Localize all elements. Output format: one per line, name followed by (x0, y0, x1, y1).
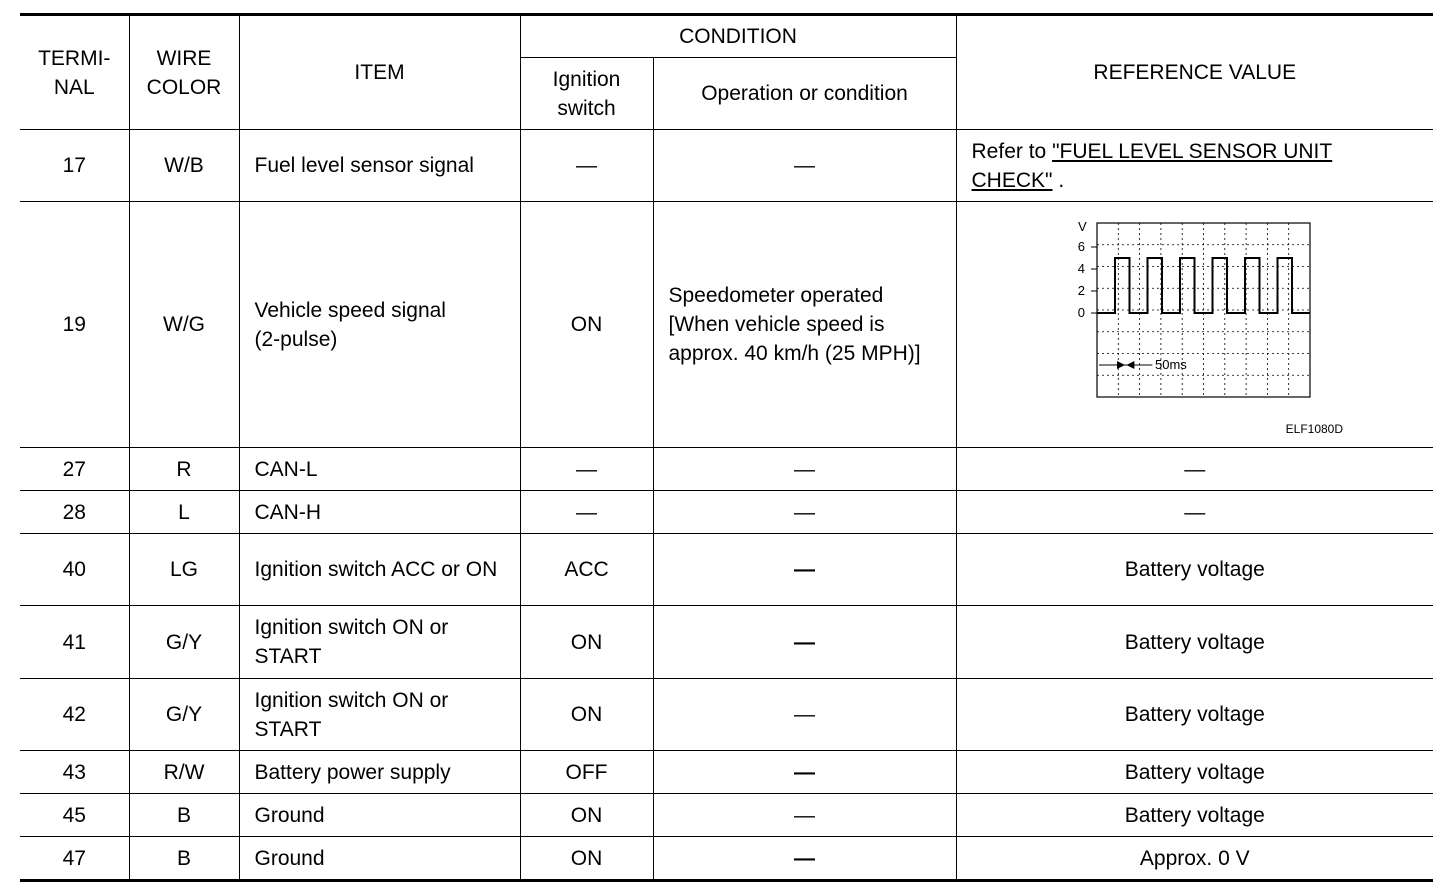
y-tick-6: 6 (1077, 238, 1085, 254)
cell-terminal: 41 (20, 606, 129, 679)
cell-wire-color: L (129, 491, 239, 534)
cell-ignition: ON (520, 202, 653, 448)
item-line1: Vehicle speed signal (254, 298, 446, 322)
cell-reference (956, 130, 1433, 202)
header-condition: CONDITION (520, 15, 956, 58)
item-line2: (2-pulse) (254, 327, 338, 351)
cell-reference-waveform (956, 202, 1433, 448)
cell-operation: — (653, 794, 956, 837)
header-ignition-line1: Ignition (552, 67, 621, 91)
cell-operation: Speedometer operated [When vehicle speed is approx. 40 km/h (25 MPH)] (653, 202, 956, 448)
table-row (20, 534, 1433, 606)
cell-ignition: — (520, 448, 653, 491)
cell-wire-color: W/B (129, 130, 239, 202)
cell-wire-color: R/W (129, 751, 239, 794)
cell-item: Battery power supply (239, 751, 520, 794)
cell-item: Ignition switch ON or START (239, 679, 520, 751)
cell-wire-color: R (129, 448, 239, 491)
cell-terminal: 42 (20, 679, 129, 751)
cell-ignition: ON (520, 606, 653, 679)
y-tick-2: 2 (1077, 282, 1085, 298)
cell-ignition: — (520, 491, 653, 534)
terminal-reference-table (20, 13, 1433, 882)
time-scale-label: 50ms (1154, 356, 1187, 372)
cell-reference: Battery voltage (956, 751, 1433, 794)
time-marker-arrow-right (1117, 361, 1125, 369)
header-ignition-line2: switch (557, 96, 616, 120)
header-reference-value: REFERENCE VALUE (956, 15, 1433, 130)
header-operation: Operation or condition (653, 58, 956, 130)
header-row-1 (20, 15, 1433, 58)
header-ignition-switch (520, 58, 653, 130)
cell-terminal: 27 (20, 448, 129, 491)
header-item: ITEM (239, 15, 520, 130)
table-row (20, 679, 1433, 751)
cell-item: Ignition switch ON or START (239, 606, 520, 679)
header-wire-color (129, 15, 239, 130)
cell-reference: Battery voltage (956, 794, 1433, 837)
waveform-figure (957, 203, 1434, 447)
table-row (20, 130, 1433, 202)
cell-wire-color: B (129, 794, 239, 837)
table-row (20, 794, 1433, 837)
cell-operation: — (653, 679, 956, 751)
figure-id: ELF1080D (1285, 421, 1344, 436)
cell-item: Ground (239, 837, 520, 881)
header-wire-line1: WIRE (156, 46, 212, 70)
cell-operation: — (653, 448, 956, 491)
cell-operation: — (653, 751, 956, 794)
y-unit-label: V (1077, 218, 1087, 234)
table-row (20, 448, 1433, 491)
cell-reference: Battery voltage (956, 679, 1433, 751)
cell-wire-color: G/Y (129, 606, 239, 679)
cell-operation: — (653, 837, 956, 881)
y-tick-0: 0 (1077, 304, 1085, 320)
cell-reference: Battery voltage (956, 606, 1433, 679)
cell-ignition: OFF (520, 751, 653, 794)
waveform-svg (957, 203, 1433, 447)
header-terminal-line1: TERMI- (38, 46, 111, 70)
cell-operation: — (653, 606, 956, 679)
cell-operation: — (653, 130, 956, 202)
cell-terminal: 28 (20, 491, 129, 534)
time-scale-marker (1099, 361, 1152, 369)
y-tick-4: 4 (1077, 260, 1085, 276)
cell-wire-color: B (129, 837, 239, 881)
cell-item: Ignition switch ACC or ON (239, 534, 520, 606)
table-row (20, 202, 1433, 448)
cell-operation: — (653, 491, 956, 534)
cell-terminal: 17 (20, 130, 129, 202)
cell-item: CAN-L (239, 448, 520, 491)
cell-reference: — (956, 448, 1433, 491)
table-row (20, 491, 1433, 534)
cell-wire-color: LG (129, 534, 239, 606)
cell-ignition: ON (520, 794, 653, 837)
cell-item: Fuel level sensor signal (239, 130, 520, 202)
cell-item: Ground (239, 794, 520, 837)
cell-item (239, 202, 520, 448)
table-row (20, 837, 1433, 881)
ref-prefix: Refer to (971, 139, 1053, 163)
waveform-axis-labels (1077, 219, 1187, 372)
cell-terminal: 45 (20, 794, 129, 837)
cell-wire-color: G/Y (129, 679, 239, 751)
cell-ignition: — (520, 130, 653, 202)
table-row (20, 751, 1433, 794)
cell-reference: — (956, 491, 1433, 534)
time-marker-arrow-left (1126, 361, 1134, 369)
cell-wire-color: W/G (129, 202, 239, 448)
header-wire-line2: COLOR (146, 75, 222, 99)
cell-operation: — (653, 534, 956, 606)
cell-ignition: ON (520, 679, 653, 751)
cell-ignition: ON (520, 837, 653, 881)
header-terminal-line2: NAL (53, 75, 95, 99)
table-row (20, 606, 1433, 679)
cell-item: CAN-H (239, 491, 520, 534)
cell-terminal: 19 (20, 202, 129, 448)
header-terminal (20, 15, 129, 130)
cell-terminal: 40 (20, 534, 129, 606)
fuel-level-sensor-check-link[interactable]: "FUEL LEVEL SENSOR UNIT CHECK" (971, 139, 1333, 192)
cell-reference: Approx. 0 V (956, 837, 1433, 881)
cell-ignition: ACC (520, 534, 653, 606)
cell-reference: Battery voltage (956, 534, 1433, 606)
cell-terminal: 47 (20, 837, 129, 881)
cell-terminal: 43 (20, 751, 129, 794)
ref-suffix: . (1052, 168, 1065, 192)
